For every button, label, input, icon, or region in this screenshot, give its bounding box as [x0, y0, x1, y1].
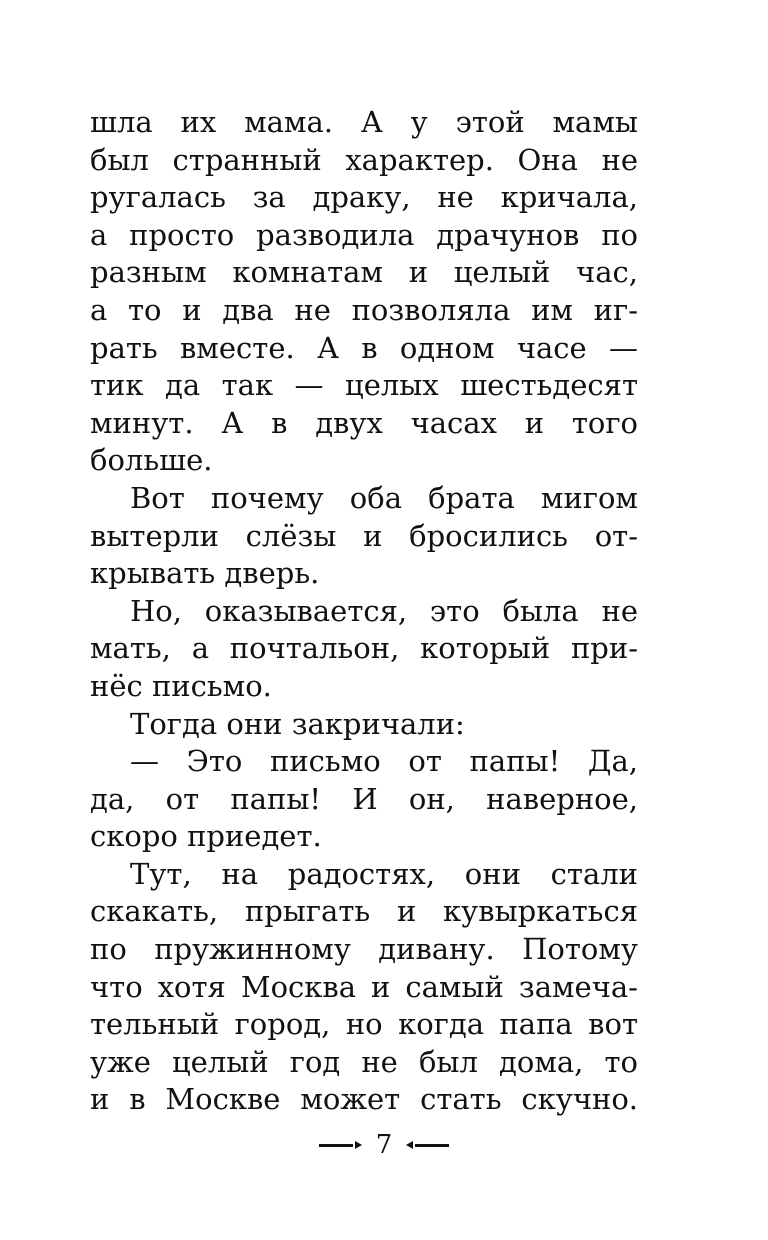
text-line: скоро приедет. [90, 819, 322, 854]
text-line: Вот почему оба брата мигом [130, 480, 638, 515]
footer-rule-left [319, 1144, 353, 1147]
page-number: 7 [375, 1130, 393, 1160]
text-line: больше. [90, 443, 213, 478]
text-line: вытерли слёзы и бросились от- [90, 518, 638, 553]
text-line: рать вместе. А в одном часе — [90, 330, 638, 365]
text-line: был странный характер. Она не [90, 142, 638, 177]
footer-rule-right [415, 1144, 449, 1147]
text-line: тельный город, но когда папа вот [90, 1007, 638, 1042]
arrow-left-icon [406, 1141, 413, 1149]
text-line: разным комнатам и целый час, [90, 255, 638, 290]
text-line: — Это письмо от папы! Да, [130, 744, 638, 779]
text-line: Тут, на радостях, они стали [130, 856, 638, 891]
text-line: Но, оказывается, это была не [130, 593, 638, 628]
page-text [90, 104, 638, 1119]
text-line: а просто разводила драчунов по [90, 217, 638, 252]
arrow-right-icon [355, 1141, 362, 1149]
text-line: а то и два не позволяла им иг- [90, 292, 638, 327]
text-line: скакать, прыгать и кувыркаться [90, 894, 638, 929]
text-line: уже целый год не был дома, то [90, 1044, 638, 1079]
page-footer [0, 1128, 768, 1162]
text-line: что хотя Москва и самый замеча- [90, 969, 638, 1004]
text-line: крывать дверь. [90, 556, 320, 591]
text-line: по пружинному дивану. Потому [90, 932, 638, 967]
text-line: шла их мама. А у этой мамы [90, 105, 638, 139]
text-line: ругалась за драку, не кричала, [90, 180, 638, 215]
text-line: минут. А в двух часах и того [90, 405, 638, 440]
text-line: нёс письмо. [90, 668, 272, 703]
text-line: Тогда они закричали: [130, 706, 465, 741]
text-line: и в Москве может стать скучно. [90, 1082, 638, 1117]
text-line: да, от папы! И он, наверное, [90, 781, 638, 816]
text-line: тик да так — целых шестьдесят [90, 368, 638, 403]
text-line: мать, а почтальон, который при- [90, 631, 638, 666]
